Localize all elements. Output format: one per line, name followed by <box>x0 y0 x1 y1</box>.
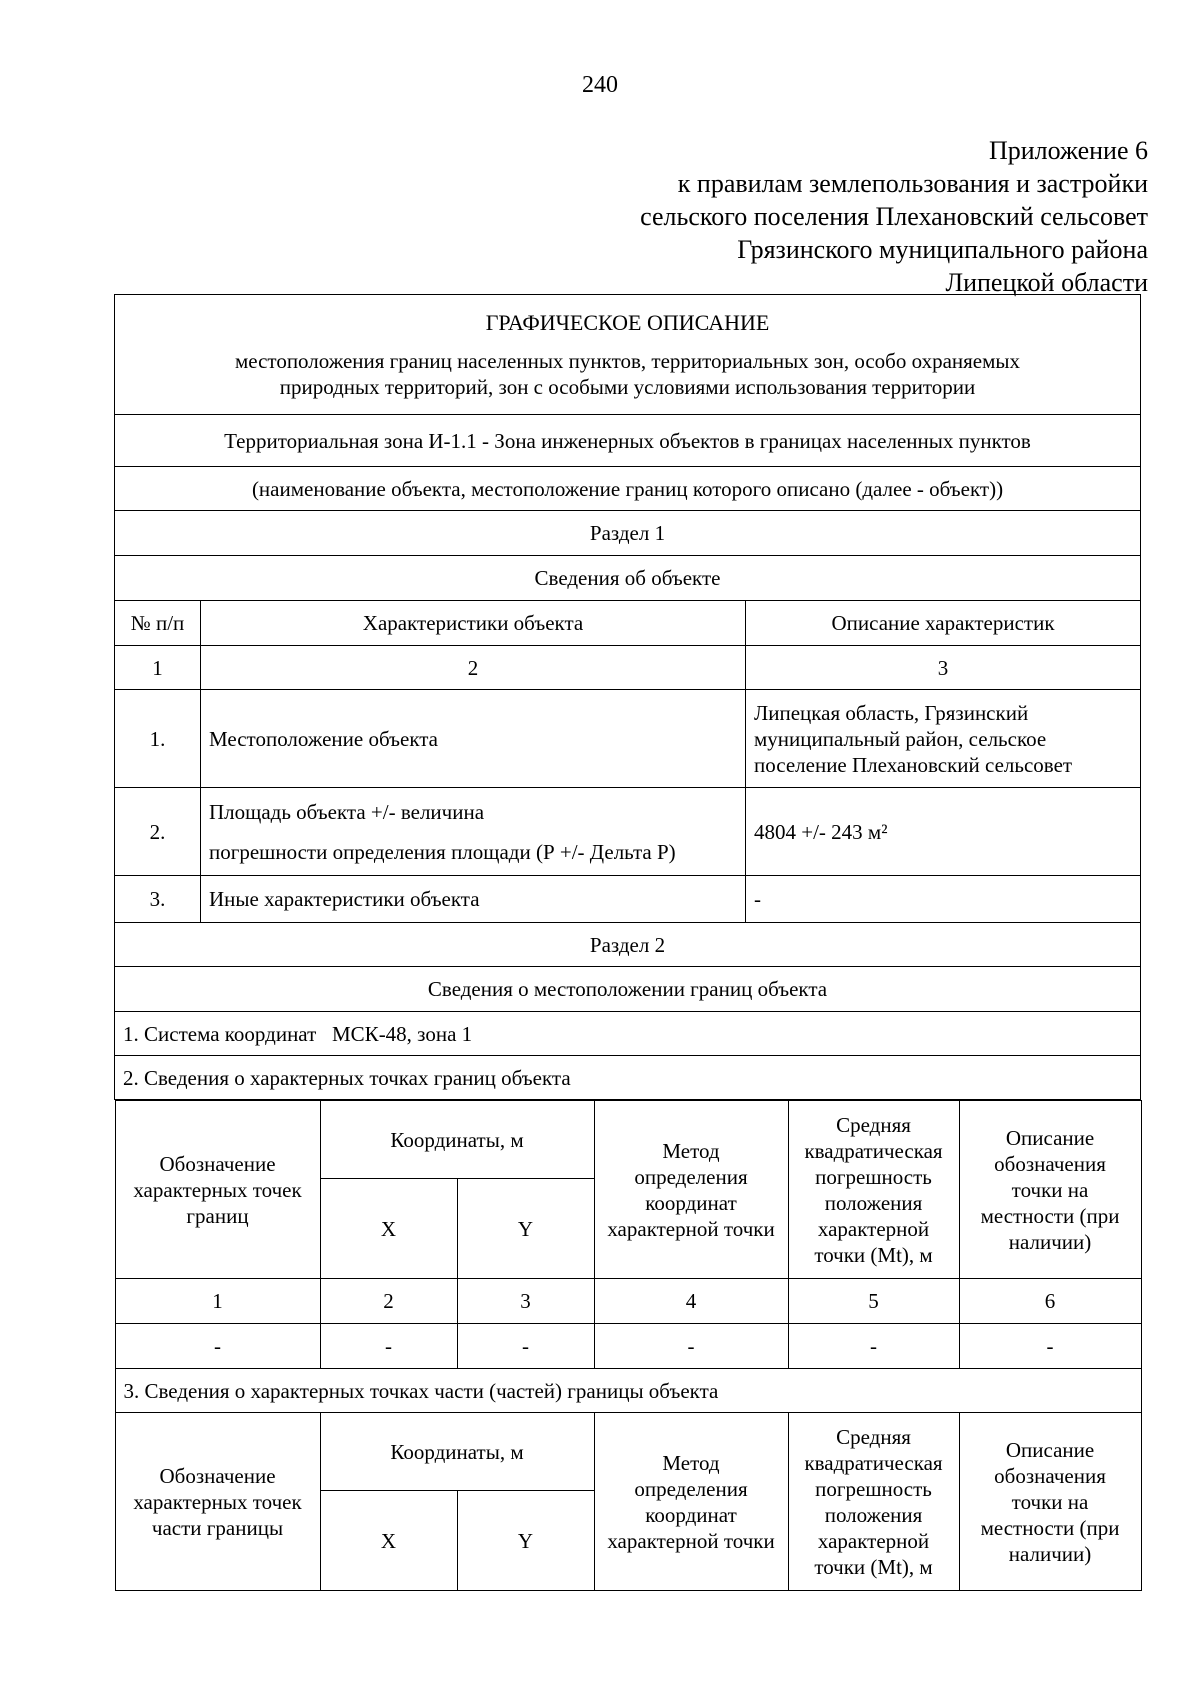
header-line: части границы <box>151 1515 284 1540</box>
header-line: характерной <box>817 1528 930 1553</box>
form-title: ГРАФИЧЕСКОЕ ОПИСАНИЕ <box>485 309 770 335</box>
header-y: Y <box>457 1179 594 1279</box>
form-subtitle-line: природных территорий, зон с особыми условиями использования территории <box>279 374 976 399</box>
value-line: поселение Плехановский сельсовет <box>754 752 1073 777</box>
header-line: координат <box>645 1190 737 1215</box>
header-line: квадратическая <box>804 1138 943 1163</box>
appendix-line: Липецкой области <box>945 268 1148 297</box>
header-x: X <box>320 1179 457 1279</box>
header-line: наличии) <box>1008 1229 1092 1254</box>
header-characteristics: Характеристики объекта <box>201 601 746 646</box>
header-line: характерных точек <box>133 1177 302 1202</box>
empty-cell: - <box>594 1324 788 1369</box>
header-line: определения <box>634 1476 748 1501</box>
column-number: 1 <box>115 646 201 690</box>
characteristic-name <box>201 788 746 876</box>
section2-title: Раздел 2 <box>115 923 1141 967</box>
header-line: координат <box>645 1502 737 1527</box>
header-point-description <box>959 1101 1141 1279</box>
header-x: X <box>320 1491 457 1591</box>
column-number: 1 <box>115 1279 320 1324</box>
header-line: погрешность <box>815 1164 932 1189</box>
header-line: точки на <box>1011 1489 1089 1514</box>
row-number: 3. <box>115 876 201 923</box>
page-number: 240 <box>582 72 618 98</box>
column-number: 5 <box>788 1279 959 1324</box>
characteristic-value: - <box>746 876 1141 923</box>
row-number: 2. <box>115 788 201 876</box>
graphic-description-form <box>114 294 1141 1591</box>
header-line: Метод <box>662 1450 720 1475</box>
header-method <box>594 1413 788 1591</box>
header-line: Метод <box>662 1138 720 1163</box>
header-coordinates: Координаты, м <box>320 1101 594 1179</box>
column-number: 6 <box>959 1279 1141 1324</box>
section2-subtitle: Сведения о местоположении границ объекта <box>115 967 1141 1012</box>
appendix-line: сельского поселения Плехановский сельсовет <box>640 202 1148 231</box>
header-line: обозначения <box>994 1151 1106 1176</box>
header-y: Y <box>457 1491 594 1591</box>
object-caption: (наименование объекта, местоположение границ которого описано (далее - объект)) <box>115 467 1141 511</box>
parts-title: 3. Сведения о характерных точках части (частей) границы объекта <box>115 1369 1141 1413</box>
header-line: характерной <box>817 1216 930 1241</box>
empty-cell: - <box>320 1324 457 1369</box>
header-coordinates: Координаты, м <box>320 1413 594 1491</box>
header-line: Описание <box>1005 1437 1095 1462</box>
header-point-description <box>959 1413 1141 1591</box>
empty-cell: - <box>788 1324 959 1369</box>
header-description: Описание характеристик <box>746 601 1141 646</box>
object-name: Территориальная зона И-1.1 - Зона инженерных объектов в границах населенных пунктов <box>115 415 1141 467</box>
header-line: квадратическая <box>804 1450 943 1475</box>
coordinate-system: 1. Система координат МСК-48, зона 1 <box>115 1012 1141 1056</box>
header-line: положения <box>824 1502 923 1527</box>
empty-cell: - <box>115 1324 320 1369</box>
characteristic-name: Иные характеристики объекта <box>201 876 746 923</box>
appendix-header <box>640 134 1148 299</box>
header-designation <box>115 1101 320 1279</box>
column-number: 4 <box>594 1279 788 1324</box>
characteristic-name: Местоположение объекта <box>201 690 746 788</box>
header-line: наличии) <box>1008 1541 1092 1566</box>
header-line: точки на <box>1011 1177 1089 1202</box>
header-line: Обозначение <box>159 1151 276 1176</box>
header-line: Обозначение <box>159 1463 276 1488</box>
row-number: 1. <box>115 690 201 788</box>
header-line: Средняя <box>836 1424 911 1449</box>
header-number: № п/п <box>115 601 201 646</box>
name-line: погрешности определения площади (Р +/- Дельта Р) <box>209 839 676 864</box>
header-line: обозначения <box>994 1463 1106 1488</box>
header-line: точки (Mt), м <box>814 1242 933 1267</box>
characteristic-value <box>746 690 1141 788</box>
characteristic-value: 4804 +/- 243 м² <box>746 788 1141 876</box>
column-number: 3 <box>746 646 1141 690</box>
section1-title: Раздел 1 <box>115 511 1141 556</box>
form-header <box>115 295 1141 415</box>
form-subtitle-line: местоположения границ населенных пунктов, территориальных зон, особо охраняемых <box>234 348 1021 373</box>
header-line: точки (Mt), м <box>814 1554 933 1579</box>
header-line: погрешность <box>815 1476 932 1501</box>
header-line: Средняя <box>836 1112 911 1137</box>
header-line: положения <box>824 1190 923 1215</box>
points-table <box>115 1100 1142 1591</box>
header-line: определения <box>634 1164 748 1189</box>
header-method <box>594 1101 788 1279</box>
appendix-line: к правилам землепользования и застройки <box>677 169 1148 198</box>
section1-subtitle: Сведения об объекте <box>115 556 1141 601</box>
header-line: характерной точки <box>607 1216 775 1241</box>
appendix-line: Грязинского муниципального района <box>737 235 1148 264</box>
points-table-cell <box>115 1100 1141 1592</box>
header-line: характерной точки <box>607 1528 775 1553</box>
value-line: Липецкая область, Грязинский <box>754 700 1029 725</box>
header-line: местности (при <box>980 1515 1120 1540</box>
column-number: 3 <box>457 1279 594 1324</box>
header-part-designation <box>115 1413 320 1591</box>
header-line: характерных точек <box>133 1489 302 1514</box>
header-line: Описание <box>1005 1125 1095 1150</box>
name-line: Площадь объекта +/- величина <box>209 799 485 824</box>
header-line: границ <box>186 1203 249 1228</box>
appendix-line: Приложение 6 <box>988 136 1148 165</box>
header-error <box>788 1413 959 1591</box>
empty-cell: - <box>457 1324 594 1369</box>
empty-cell: - <box>959 1324 1141 1369</box>
column-number: 2 <box>201 646 746 690</box>
value-line: муниципальный район, сельское <box>754 726 1047 751</box>
column-number: 2 <box>320 1279 457 1324</box>
points-title: 2. Сведения о характерных точках границ объекта <box>115 1056 1141 1100</box>
header-line: местности (при <box>980 1203 1120 1228</box>
header-error <box>788 1101 959 1279</box>
